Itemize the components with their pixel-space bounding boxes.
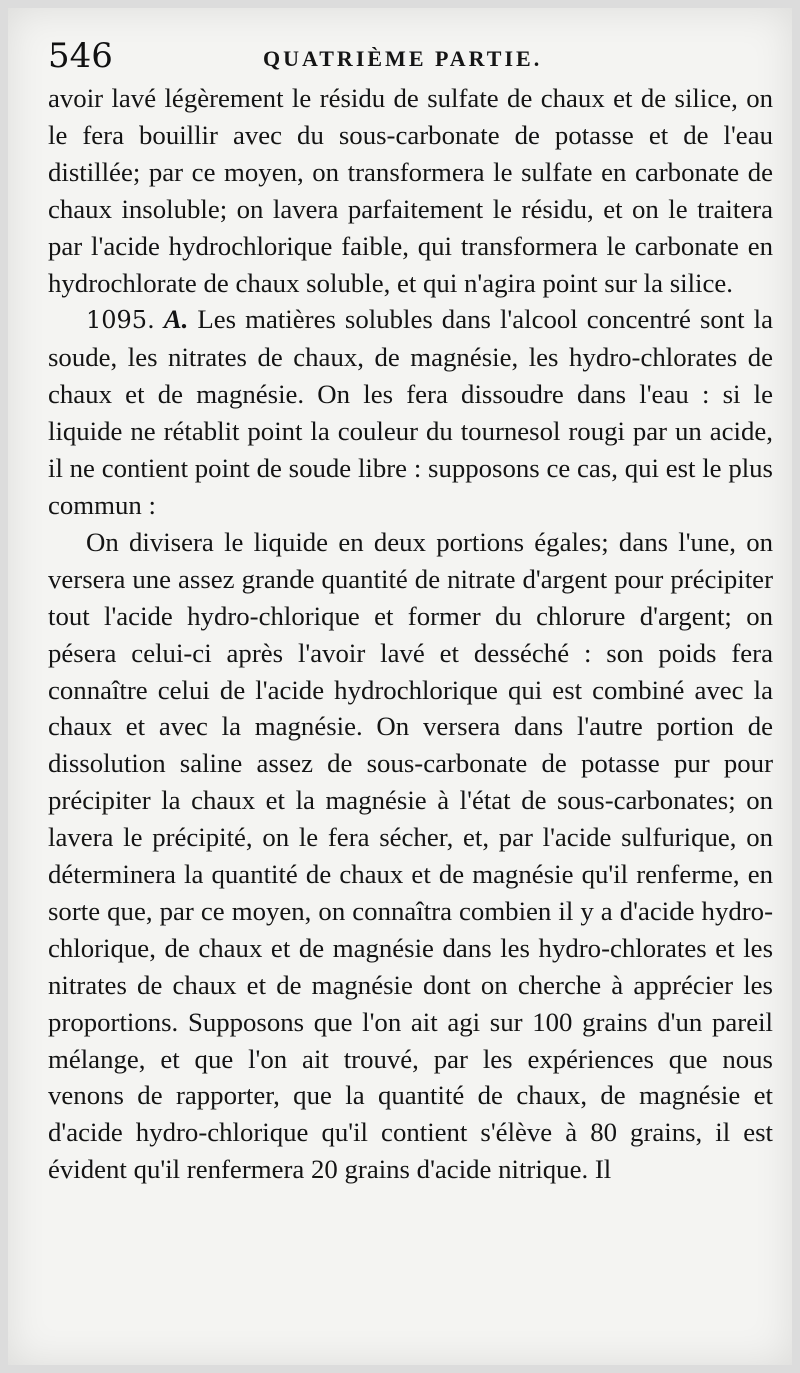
- page-header: [48, 36, 768, 76]
- section-letter: A.: [163, 304, 189, 335]
- page-number: 546: [48, 36, 113, 76]
- paragraph-3: On divisera le liquide en deux portions égales; dans l'une, on versera une assez grande quantité de nitrate d'argent pour précipiter tout l'acide hydro-chlorique et former du chlorure d'argent; on pésera celui-ci après l'avoir lavé et desséché : son poids fera connaître celui de l'acide hydrochlorique qui est combiné avec la chaux et avec la magnésie. On versera dans l'autre portion de dissolution saline assez de sous-carbonate de potasse pur pour précipiter la chaux et la magnésie à l'état de sous-carbonates; on lavera le précipité, on le fera sécher, et, par l'acide sulfurique, on déterminera la quantité de chaux et de magnésie qu'il renferme, en sorte que, par ce moyen, on connaîtra combien il y a d'acide hydro-chlorique, de chaux et de magnésie dans les hydro-chlorates et les nitrates de chaux et de magnésie dont on cherche à apprécier les proportions. Supposons que l'on ait agi sur 100 grains d'un pareil mélange, et que l'on ait trouvé, par les expériences que nous venons de rapporter, que la quantité de chaux, de magnésie et d'acide hydro-chlorique qu'il contient s'élève à 80 grains, il est évident qu'il renfermera 20 grains d'acide nitrique. Il: [48, 526, 773, 1185]
- paragraph-1: avoir lavé légèrement le résidu de sulfate de chaux et de silice, on le fera bouillir avec du sous-carbonate de potasse et de l'eau distillée; par ce moyen, on transformera le sulfate en carbonate de chaux insoluble; on lavera parfaitement le résidu, et on le traitera par l'acide hydrochlorique faible, qui transformera le carbonate en hydrochlorate de chaux soluble, et qui n'agira point sur la silice.: [48, 83, 773, 298]
- paragraph-2: [48, 301, 773, 523]
- body-text: [48, 80, 773, 1188]
- section-number: 1095.: [86, 306, 155, 335]
- paragraph-2-text: Les matières solubles dans l'alcool concentré sont la soude, les nitrates de chaux, de magnésie, les hydro-chlorates de chaux et de magnésie. On les fera dissoudre dans l'eau : si le liquide ne rétablit point la couleur du tournesol rougi par un acide, il ne contient point de soude libre : supposons ce cas, qui est le plus commun :: [48, 304, 773, 520]
- running-head: QUATRIÈME PARTIE.: [263, 46, 543, 71]
- book-page: [8, 8, 792, 1365]
